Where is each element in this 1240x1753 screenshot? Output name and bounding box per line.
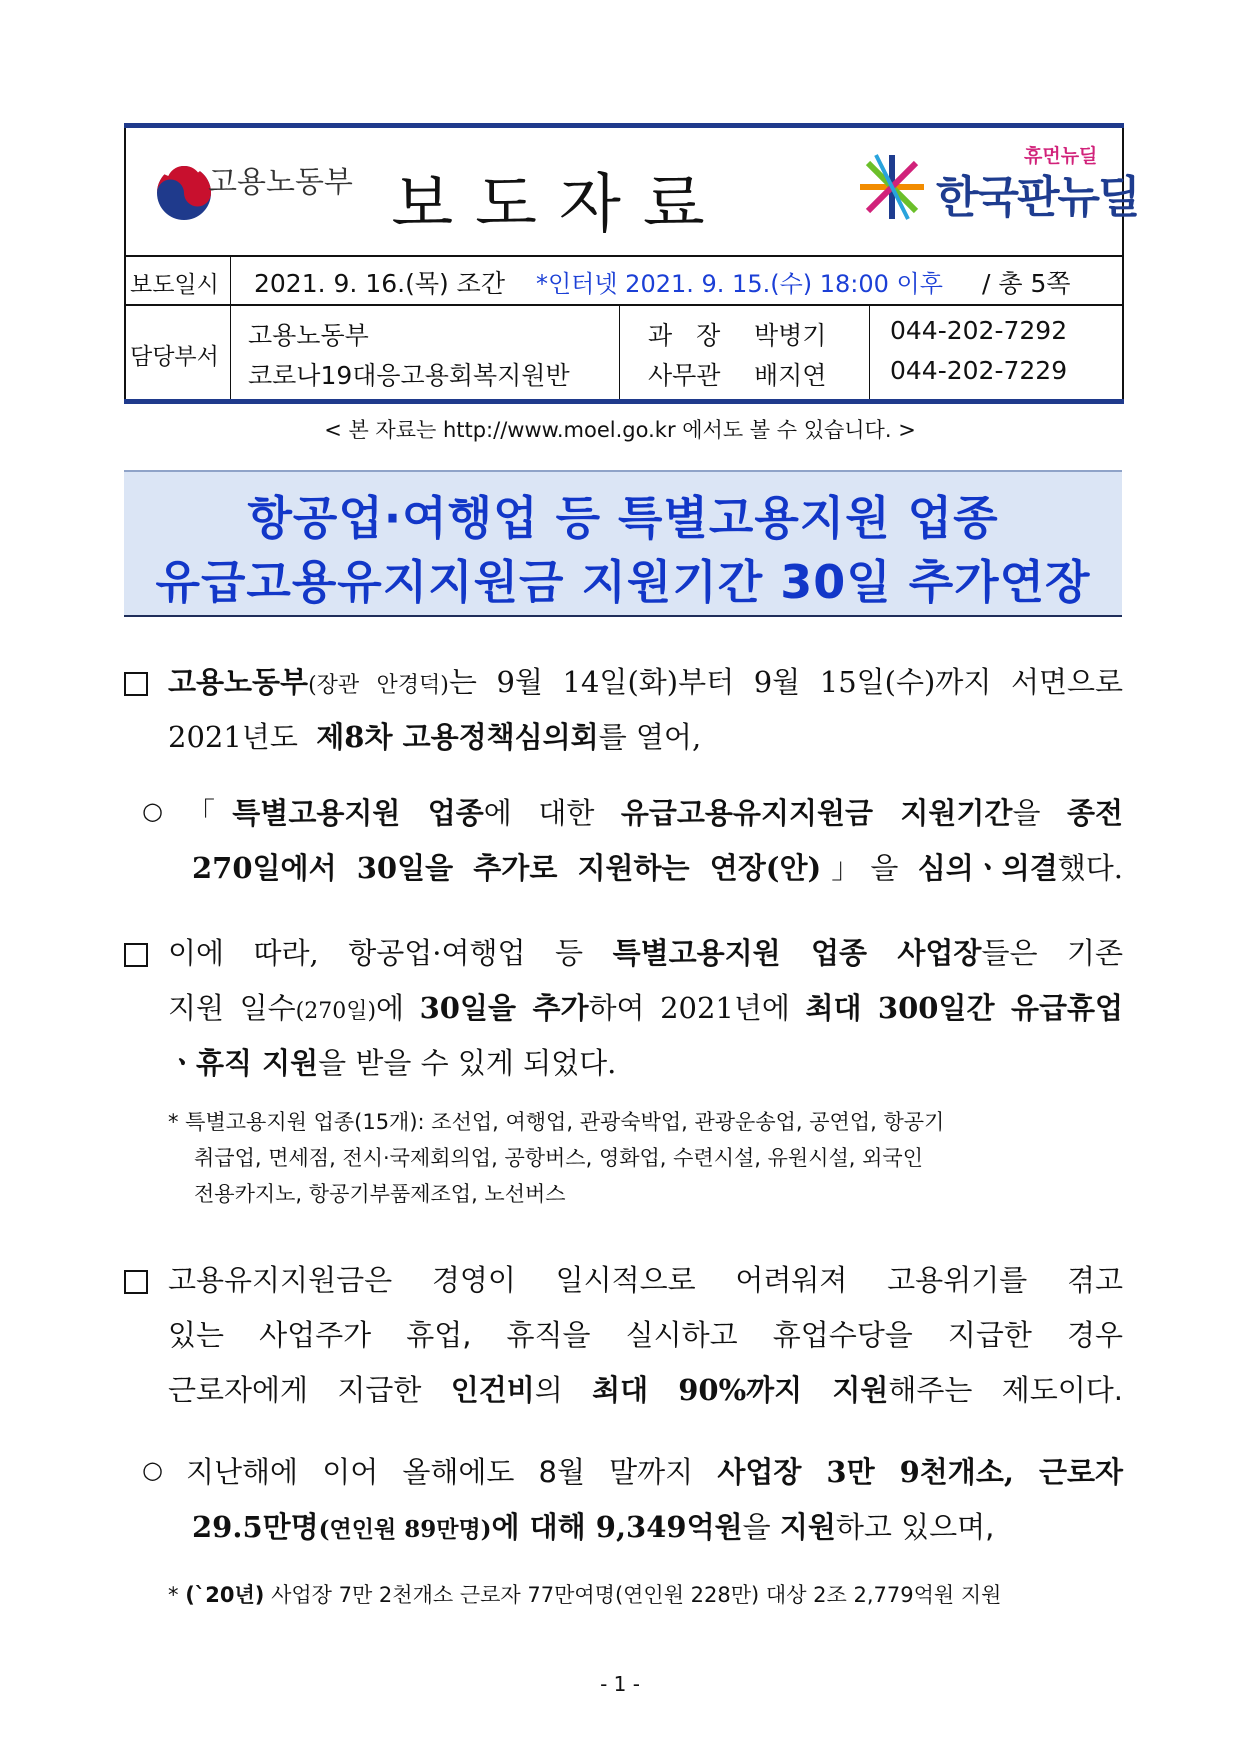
text: 2021년도 — [168, 720, 298, 754]
internet-release-note: *인터넷 2021. 9. 15.(수) 18:00 이후 — [536, 270, 943, 298]
text: 를 열어, — [598, 720, 702, 754]
text: 하여 2021년에 — [588, 991, 790, 1025]
text: 「 — [186, 796, 233, 830]
newdeal-subtitle: 휴먼뉴딜 — [1024, 145, 1098, 167]
industry-list-note — [168, 1104, 1123, 1212]
text-bold: 30일을 추가 — [419, 991, 589, 1025]
paragraph-3-line-3 — [168, 1363, 1123, 1418]
paragraph-3-sub — [186, 1445, 1123, 1500]
contact2-phone: 044-202-7229 — [890, 356, 1068, 385]
text-bold: 종전 — [1066, 796, 1124, 830]
headline-box — [124, 470, 1122, 617]
note-line: 취급업, 면세점, 전시·국제회의업, 공항버스, 영화업, 수련시설, 유원시설, 외국인 — [194, 1146, 923, 1170]
text: 지난해에 이어 올해에도 8월 말까지 — [186, 1455, 694, 1489]
paragraph-1 — [168, 655, 1123, 710]
paragraph-3 — [168, 1253, 1123, 1363]
contact1-phone: 044-202-7292 — [890, 316, 1068, 345]
release-date: 2021. 9. 16.(목) 조간 — [254, 269, 505, 298]
press-release-header — [124, 123, 1139, 404]
text: 근로자에게 지급한 — [168, 1373, 422, 1407]
bullet-box — [124, 672, 148, 696]
text: 하고 있으며, — [835, 1510, 995, 1544]
contact1-name: 박병기 — [754, 321, 827, 350]
text-bold: 제8차 고용정책심의회 — [316, 720, 599, 754]
text-bold: (연인원 89만명) — [318, 1516, 492, 1543]
text: (장관 안경덕) — [308, 673, 449, 698]
page-total: / 총 5쪽 — [982, 269, 1071, 298]
text: 을 받을 수 있게 되었다. — [318, 1046, 617, 1080]
text: 지원 일수 — [168, 991, 296, 1025]
headline-line-1: 항공업·여행업 등 특별고용지원 업종 — [247, 491, 999, 545]
headline-line-2: 유급고용유지지원금 지원기간 30일 추가연장 — [155, 555, 1091, 609]
text-bold: 최대 300일간 유급휴업 — [805, 991, 1123, 1025]
text: * — [168, 1583, 186, 1607]
text-bold: 최대 90%까지 지원 — [592, 1373, 889, 1407]
ministry-name: 고용노동부 — [208, 165, 353, 200]
text: 했다. — [1057, 851, 1124, 885]
report-title: 보도자료 — [391, 168, 727, 242]
contact1-title: 과 장 — [648, 321, 729, 350]
text: 을 — [742, 1510, 771, 1544]
text: 에 대한 — [483, 796, 595, 830]
text-bold: 에 대해 9,349억원 — [491, 1510, 743, 1544]
header-top-bar — [124, 123, 1124, 128]
text-bold: 특별고용지원 업종 — [232, 796, 484, 830]
text: 해주는 제도이다. — [888, 1373, 1123, 1407]
text: 이에 따라, 항공업·여행업 등 — [168, 936, 584, 970]
text: 을 — [1012, 796, 1041, 830]
text-bold: 특별고용지원 업종 사업장 — [612, 936, 982, 970]
website-note: < 본 자료는 http://www.moel.go.kr 에서도 볼 수 있습니다. > — [324, 418, 916, 442]
text: (270일) — [295, 999, 377, 1024]
header-border-left — [124, 128, 126, 399]
text: 사업장 7만 2천개소 근로자 77만여명(연인원 228만) 대상 2조 2,779억원 지원 — [264, 1583, 1002, 1607]
paragraph-1-line-2 — [168, 710, 788, 765]
header-divider-1 — [124, 255, 1124, 257]
text: 있는 사업주가 휴업, 휴직을 실시하고 휴업수당을 지급한 경우 — [168, 1318, 1123, 1352]
bullet-box — [124, 1270, 148, 1294]
text: 고용유지지원금은 경영이 일시적으로 어려워져 고용위기를 겪고 — [168, 1263, 1123, 1297]
paragraph-1-sub — [186, 786, 1123, 841]
paragraph-1-sub-line-2 — [192, 841, 1123, 896]
text-bold: (`20년) — [185, 1583, 265, 1607]
newdeal-logo-icon — [852, 147, 932, 227]
text-bold: 심의ㆍ의결 — [917, 851, 1058, 885]
text: 」을 — [821, 851, 899, 885]
header-divider-2 — [124, 304, 1124, 306]
paragraph-2-line-3 — [168, 1036, 768, 1091]
text-bold: 유급고용유지지원금 지원기간 — [620, 796, 1013, 830]
text-bold: 사업장 3만 9천개소, 근로자 — [717, 1455, 1123, 1489]
header-col-divider-2 — [619, 304, 620, 399]
paragraph-2 — [168, 926, 1123, 1036]
note-line: * 특별고용지원 업종(15개): 조선업, 여행업, 관광숙박업, 관광운송업, 공연업, 항공기 — [168, 1110, 945, 1134]
text: 의 — [534, 1373, 563, 1407]
bullet-circle: ○ — [142, 1456, 163, 1484]
note-line: 전용카지노, 항공기부품제조업, 노선버스 — [194, 1182, 566, 1206]
text-bold: 고용노동부 — [168, 665, 309, 699]
contact2-name: 배지연 — [754, 361, 827, 390]
header-bottom-bar — [124, 399, 1124, 404]
text-bold: 270일에서 30일을 추가로 지원하는 연장(안) — [192, 851, 822, 885]
previous-year-note — [168, 1577, 1123, 1613]
dept-name: 고용노동부 — [248, 321, 369, 350]
dept-label: 담당부서 — [130, 344, 219, 370]
text-bold: 지원 — [779, 1510, 836, 1544]
contact2-title: 사무관 — [648, 361, 721, 390]
page-number: - 1 - — [600, 1672, 640, 1696]
newdeal-name: 한국판뉴딜 — [936, 172, 1139, 223]
header-col-divider-3 — [869, 304, 870, 399]
text: 에 — [376, 991, 405, 1025]
release-label: 보도일시 — [130, 272, 219, 298]
header-col-divider-1 — [230, 255, 231, 399]
bullet-box — [124, 943, 148, 967]
text: 는 9월 14일(화)부터 9월 15일(수)까지 서면으로 — [448, 665, 1123, 699]
text-bold: ㆍ휴직 지원 — [168, 1046, 319, 1080]
text: 들은 기존 — [981, 936, 1123, 970]
dept-team: 코로나19대응고용회복지원반 — [248, 361, 570, 390]
paragraph-3-sub-line-2 — [192, 1500, 1072, 1557]
text-bold: 인건비 — [450, 1373, 535, 1407]
bullet-circle: ○ — [142, 797, 163, 825]
text-bold: 29.5만명 — [192, 1510, 319, 1544]
